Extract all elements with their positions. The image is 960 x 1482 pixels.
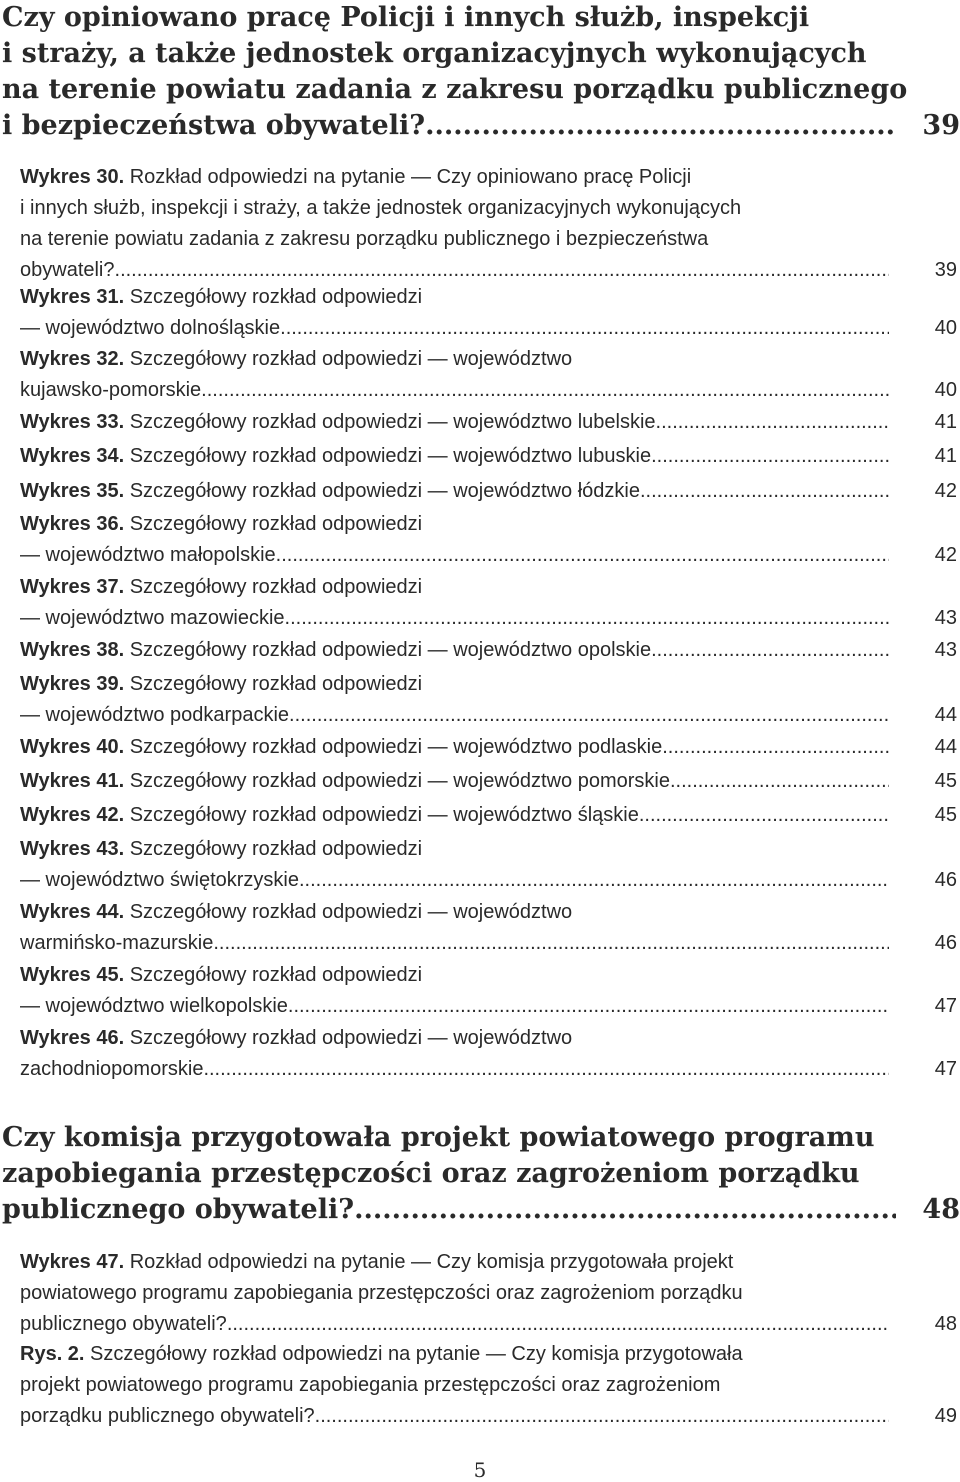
page-ref: 48 xyxy=(922,1194,960,1225)
entry-text: — województwo świętokrzyskie xyxy=(20,869,299,891)
dot-leader xyxy=(656,407,889,438)
page-ref: 46 xyxy=(934,869,957,891)
page-ref: 43 xyxy=(934,607,957,629)
entry-text: i innych służb, inspekcji i straży, a także jednostek organizacyjnych wykonujących xyxy=(20,197,742,219)
entry-text: warmińsko-mazurskie xyxy=(20,932,214,954)
heading-line: Czy komisja przygotowała projekt powiatowego programu xyxy=(2,1122,875,1153)
entry-label: Wykres 37. xyxy=(20,576,125,598)
entry-label: Wykres 41. xyxy=(20,770,125,792)
page-ref: 49 xyxy=(934,1405,957,1427)
entry-label: Wykres 46. xyxy=(20,1027,125,1049)
toc-entry[interactable] xyxy=(20,572,957,634)
toc-entry[interactable] xyxy=(20,1339,957,1432)
dot-leader xyxy=(203,1054,889,1085)
page-ref: 40 xyxy=(934,317,957,339)
toc-section-heading[interactable] xyxy=(2,0,960,144)
entry-text: porządku publicznego obywateli? xyxy=(20,1405,315,1427)
heading-line: i bezpieczeństwa obywateli? xyxy=(2,110,426,141)
dot-leader xyxy=(213,928,889,959)
toc-entry[interactable] xyxy=(20,1023,957,1085)
page-ref: 39 xyxy=(922,110,960,141)
page-ref: 41 xyxy=(934,411,957,433)
dot-leader xyxy=(670,766,889,797)
entry-label: Wykres 44. xyxy=(20,901,125,923)
dot-leader xyxy=(288,991,889,1022)
toc-entry[interactable] xyxy=(20,960,957,1022)
dot-leader xyxy=(289,700,889,731)
entry-text: Szczegółowy rozkład odpowiedzi na pytanie — Czy komisja przygotowała xyxy=(90,1343,743,1365)
entry-text: Szczegółowy rozkład odpowiedzi — województwo łódzkie xyxy=(129,480,640,502)
toc-entry[interactable] xyxy=(20,766,957,797)
toc-entry[interactable] xyxy=(20,282,957,344)
entry-text: Szczegółowy rozkład odpowiedzi — województwo xyxy=(129,901,573,923)
page-ref: 42 xyxy=(934,480,957,502)
entry-label: Wykres 40. xyxy=(20,736,125,758)
dot-leader xyxy=(425,108,896,144)
entry-text: Rozkład odpowiedzi na pytanie — Czy opiniowano pracę Policji xyxy=(129,166,692,188)
entry-text: zachodniopomorskie xyxy=(20,1058,204,1080)
dot-leader xyxy=(639,800,889,831)
entry-text: Szczegółowy rozkład odpowiedzi xyxy=(129,286,423,308)
entry-label: Wykres 31. xyxy=(20,286,125,308)
toc-entry[interactable] xyxy=(20,834,957,896)
page-ref: 45 xyxy=(934,804,957,826)
entry-text: na terenie powiatu zadania z zakresu porządku publicznego i bezpieczeństwa xyxy=(20,228,709,250)
toc-entry[interactable] xyxy=(20,476,957,507)
dot-leader xyxy=(651,635,889,666)
toc-section-heading[interactable] xyxy=(2,1120,960,1228)
entry-label: Wykres 43. xyxy=(20,838,125,860)
dot-leader xyxy=(201,375,889,406)
page-ref: 43 xyxy=(934,639,957,661)
dot-leader xyxy=(227,1309,889,1340)
heading-line: Czy opiniowano pracę Policji i innych służb, inspekcji xyxy=(2,2,810,33)
page-ref: 44 xyxy=(934,736,957,758)
entry-text: — województwo podkarpackie xyxy=(20,704,290,726)
toc-entry[interactable] xyxy=(20,635,957,666)
entry-text: — województwo mazowieckie xyxy=(20,607,285,629)
dot-leader xyxy=(662,732,889,763)
entry-text: Szczegółowy rozkład odpowiedzi — województwo pomorskie xyxy=(129,770,670,792)
page-number: 5 xyxy=(473,1458,487,1482)
toc-entry[interactable] xyxy=(20,441,957,472)
page-ref: 45 xyxy=(934,770,957,792)
entry-text: Szczegółowy rozkład odpowiedzi — województwo podlaskie xyxy=(129,736,663,758)
dot-leader xyxy=(299,865,889,896)
entry-label: Wykres 34. xyxy=(20,445,125,467)
entry-text: Szczegółowy rozkład odpowiedzi — województwo opolskie xyxy=(129,639,652,661)
entry-text: — województwo wielkopolskie xyxy=(20,995,288,1017)
toc-entry[interactable] xyxy=(20,732,957,763)
entry-text: publicznego obywateli? xyxy=(20,1313,227,1335)
toc-entry[interactable] xyxy=(20,162,957,286)
entry-text: Szczegółowy rozkład odpowiedzi xyxy=(129,838,423,860)
dot-leader xyxy=(285,603,889,634)
entry-text: — województwo małopolskie xyxy=(20,544,276,566)
dot-leader xyxy=(276,540,889,571)
entry-label: Wykres 47. xyxy=(20,1251,125,1273)
page-ref: 47 xyxy=(934,995,957,1017)
dot-leader xyxy=(354,1192,896,1228)
entry-label: Wykres 38. xyxy=(20,639,125,661)
page-ref: 39 xyxy=(934,259,957,281)
page-ref: 40 xyxy=(934,379,957,401)
dot-leader xyxy=(280,313,889,344)
entry-text: Szczegółowy rozkład odpowiedzi — województwo xyxy=(129,1027,573,1049)
toc-entry[interactable] xyxy=(20,897,957,959)
entry-label: Wykres 35. xyxy=(20,480,125,502)
entry-label: Wykres 30. xyxy=(20,166,125,188)
heading-line: publicznego obywateli? xyxy=(2,1194,355,1225)
toc-entry[interactable] xyxy=(20,344,957,406)
dot-leader xyxy=(651,441,889,472)
heading-line: i straży, a także jednostek organizacyjnych wykonujących xyxy=(2,38,867,69)
page-ref: 44 xyxy=(934,704,957,726)
page-ref: 46 xyxy=(934,932,957,954)
entry-text: Szczegółowy rozkład odpowiedzi — województwo lubuskie xyxy=(129,445,652,467)
dot-leader xyxy=(640,476,889,507)
entry-text: Szczegółowy rozkład odpowiedzi xyxy=(129,964,423,986)
entry-label: Wykres 36. xyxy=(20,513,125,535)
entry-text: Szczegółowy rozkład odpowiedzi — województwo lubelskie xyxy=(129,411,656,433)
toc-entry[interactable] xyxy=(20,669,957,731)
entry-label: Wykres 42. xyxy=(20,804,125,826)
toc-entry[interactable] xyxy=(20,800,957,831)
toc-entry[interactable] xyxy=(20,1247,957,1340)
entry-text: powiatowego programu zapobiegania przestępczości oraz zagrożeniom porządku xyxy=(20,1282,743,1304)
page-ref: 48 xyxy=(934,1313,957,1335)
entry-label: Wykres 33. xyxy=(20,411,125,433)
page-ref: 42 xyxy=(934,544,957,566)
entry-text: Szczegółowy rozkład odpowiedzi — województwo śląskie xyxy=(129,804,639,826)
heading-line: zapobiegania przestępczości oraz zagrożeniom porządku xyxy=(2,1158,860,1189)
entry-label: Wykres 32. xyxy=(20,348,125,370)
entry-text: Szczegółowy rozkład odpowiedzi xyxy=(129,576,423,598)
entry-text: Szczegółowy rozkład odpowiedzi xyxy=(129,673,423,695)
toc-entry[interactable] xyxy=(20,509,957,571)
entry-label: Wykres 39. xyxy=(20,673,125,695)
entry-text: — województwo dolnośląskie xyxy=(20,317,281,339)
dot-leader xyxy=(315,1401,889,1432)
entry-text: Szczegółowy rozkład odpowiedzi xyxy=(129,513,423,535)
page-ref: 47 xyxy=(934,1058,957,1080)
entry-label: Rys. 2. xyxy=(20,1343,85,1365)
page-ref: 41 xyxy=(934,445,957,467)
entry-text: kujawsko-pomorskie xyxy=(20,379,202,401)
entry-text: Rozkład odpowiedzi na pytanie — Czy komisja przygotowała projekt xyxy=(129,1251,734,1273)
entry-text: Szczegółowy rozkład odpowiedzi — województwo xyxy=(129,348,573,370)
entry-text: obywateli? xyxy=(20,259,115,281)
heading-line: na terenie powiatu zadania z zakresu porządku publicznego xyxy=(2,74,908,105)
entry-label: Wykres 45. xyxy=(20,964,125,986)
entry-text: projekt powiatowego programu zapobiegania przestępczości oraz zagrożeniom xyxy=(20,1374,721,1396)
toc-entry[interactable] xyxy=(20,407,957,438)
